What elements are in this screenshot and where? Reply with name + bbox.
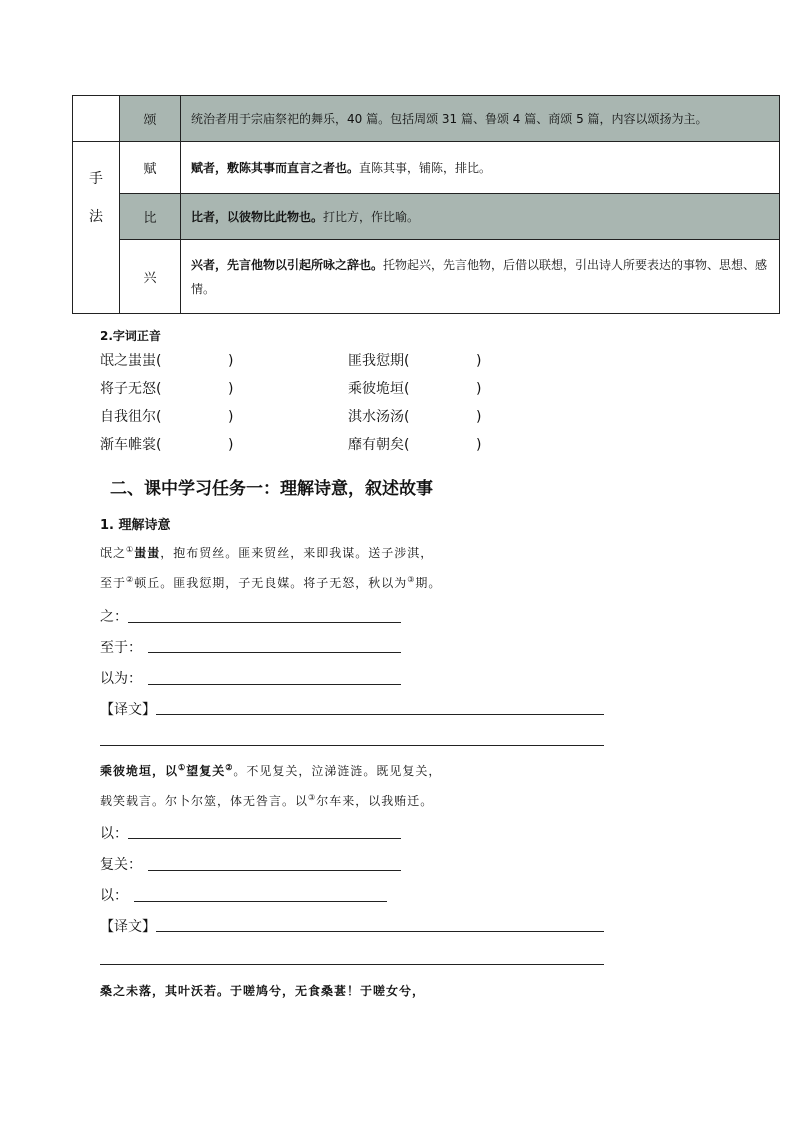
- answer-line[interactable]: [148, 870, 401, 871]
- term-cell: 赋: [120, 142, 181, 194]
- answer-line[interactable]: [156, 931, 604, 932]
- desc-bold: 比者，以彼物比此物也。: [191, 209, 324, 224]
- desc-cell: [181, 142, 780, 194]
- section-heading: 二、课中学习任务一：理解诗意，叙述故事: [110, 479, 433, 499]
- gloss-label: 以：: [100, 888, 128, 904]
- poem-line: 至于②顿丘。匪我愆期，子无良媒。将子无怒，秋以为③期。: [100, 575, 442, 590]
- answer-line[interactable]: [128, 838, 401, 839]
- subsection-heading: 1. 理解诗意: [100, 518, 171, 533]
- gloss-label: 以为：: [100, 671, 142, 687]
- answer-line[interactable]: [148, 684, 401, 685]
- pronunciation-title: 2.字词正音: [100, 329, 161, 343]
- term-cell: 比: [120, 194, 181, 240]
- desc-cell: 统治者用于宗庙祭祀的舞乐，40 篇。包括周颂 31 篇、鲁颂 4 篇、商颂 5 篇，内容以颂扬为主。: [181, 96, 780, 142]
- pronunciation-item: 氓之蚩蚩( ): [100, 353, 234, 369]
- answer-line[interactable]: [156, 714, 604, 715]
- answer-line[interactable]: [134, 901, 387, 902]
- poem-line: 氓之①蚩蚩，抱布贸丝。匪来贸丝，来即我谋。送子涉淇，: [100, 545, 434, 560]
- pronunciation-item: 自我徂尔( ): [100, 409, 234, 425]
- section-label-cell: [73, 142, 120, 314]
- gloss-label: 复关：: [100, 857, 142, 873]
- pronunciation-item: 将子无怒( ): [100, 381, 234, 397]
- pronunciation-item: 匪我愆期( ): [348, 353, 482, 369]
- desc-rest: 直陈其事，铺陈，排比。: [359, 160, 492, 175]
- answer-line[interactable]: [100, 745, 604, 746]
- term-cell: 颂: [120, 96, 181, 142]
- desc-rest: 打比方，作比喻。: [323, 209, 420, 224]
- desc-cell: [181, 240, 780, 314]
- translation-label: 【译文】: [100, 919, 156, 935]
- pronunciation-item: 渐车帷裳( ): [100, 437, 234, 453]
- term-cell: 兴: [120, 240, 181, 314]
- poetry-methods-table: [72, 95, 780, 314]
- gloss-label: 至于：: [100, 640, 142, 656]
- pronunciation-item: 乘彼垝垣( ): [348, 381, 482, 397]
- pronunciation-item: 靡有朝矣( ): [348, 437, 482, 453]
- poem-line: 乘彼垝垣，以①望复关②。不见复关，泣涕涟涟。既见复关，: [100, 762, 442, 778]
- gloss-label: 以：: [100, 826, 128, 842]
- table-blank-cell: [73, 96, 120, 142]
- desc-bold: 赋者，敷陈其事而直言之者也。: [191, 160, 360, 175]
- desc-cell: [181, 194, 780, 240]
- poem-line: 桑之未落，其叶沃若。于嗟鸠兮，无食桑葚！于嗟女兮，: [100, 984, 426, 998]
- answer-line[interactable]: [128, 622, 401, 623]
- desc-bold: 兴者，先言他物以引起所咏之辞也。: [191, 257, 384, 272]
- poem-line: 载笑载言。尔卜尔筮，体无咎言。以③尔车来，以我贿迁。: [100, 793, 434, 808]
- answer-line[interactable]: [148, 652, 401, 653]
- section-label-char: 手: [89, 170, 103, 187]
- section-label-char: 法: [89, 208, 103, 225]
- pronunciation-item: 淇水汤汤( ): [348, 409, 482, 425]
- answer-line[interactable]: [100, 964, 604, 965]
- gloss-label: 之：: [100, 609, 128, 625]
- desc-rest: 托物起兴，先言他物，后借以联想，引出诗人所要表达的事物、思想、感情。: [191, 257, 768, 296]
- translation-label: 【译文】: [100, 702, 156, 718]
